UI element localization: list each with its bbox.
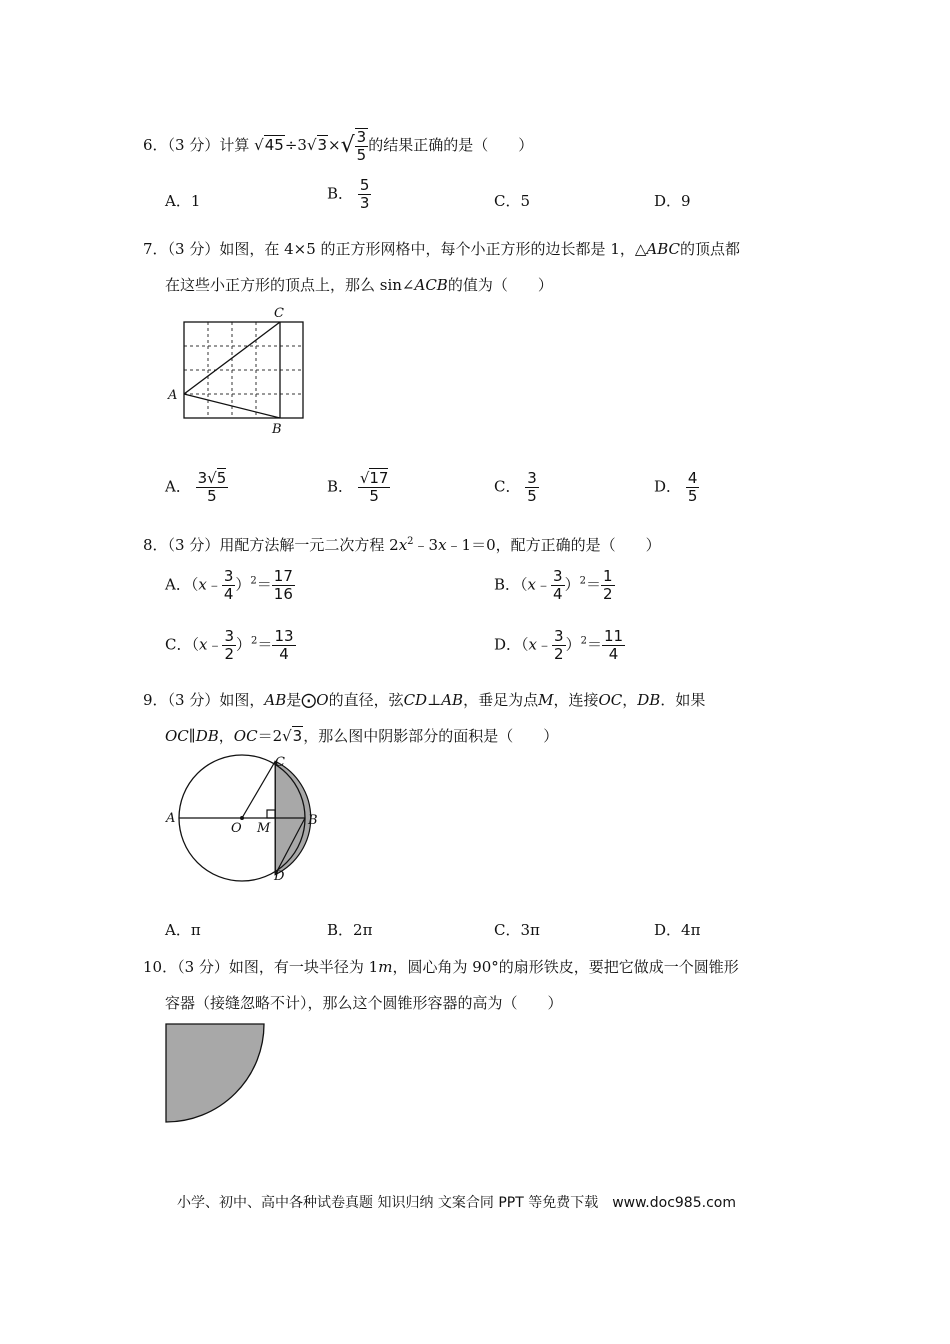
q8-stem: 8．（3 分）用配方法解一元二次方程 $2x^2﹣3x﹣1=0$，配方正确的是（ ）	[143, 536, 661, 554]
q7-grid-figure	[160, 300, 320, 440]
q6-divide: ÷3	[284, 136, 307, 154]
label-o: O	[231, 821, 242, 836]
q9-circle-figure	[160, 748, 330, 888]
sqrt-3: √3	[306, 136, 328, 154]
q6-score: （3 分）	[167, 136, 220, 154]
label-a: A	[166, 811, 176, 826]
q10-stem-line1: 10．（3 分）如图，有一块半径为 1m，圆心角为 90°的扇形铁皮，要把它做成一个圆锥形	[143, 958, 739, 976]
q6-fraction: $\frac{3}{5}$	[356, 128, 367, 164]
label-c: C	[275, 755, 285, 770]
q6-text-post: 的结果正确的是（ ）	[368, 136, 534, 154]
label-a: A	[168, 388, 178, 403]
q7-stem-line2: 在这些小正方形的顶点上，那么 sin∠ACB的值为（ ）	[165, 276, 553, 294]
q10-sector-figure	[160, 1018, 275, 1128]
q9-option-b: B．2π	[327, 921, 373, 939]
q6-option-b: B． $\frac{5}{3}$	[327, 176, 370, 212]
q7-option-c: C． $\frac{3}{5}$	[494, 469, 537, 505]
sqrt-frac: √	[340, 133, 355, 158]
sqrt-45: √45	[254, 136, 284, 154]
q7-option-d: D． $\frac{4}{5}$	[654, 469, 698, 505]
q6-option-d: D．9	[654, 192, 691, 210]
q6-stem	[143, 128, 533, 164]
q8-option-d: D．（x﹣ $\frac{3}{2}$ ）$^2$＝ $\frac{11}{4}$	[494, 627, 624, 663]
page-footer: 小学、初中、高中各种试卷真题 知识归纳 文案合同 PPT 等免费下载 www.doc985.com	[177, 1195, 736, 1211]
q8-option-b: B．（x﹣ $\frac{3}{4}$ ）$^2$＝ $\frac{1}{2}$	[494, 567, 613, 603]
q6-option-c: C．5	[494, 192, 531, 210]
q9-stem-line1: 9．（3 分）如图，AB是⨀O的直径，弦CD⊥AB，垂足为点M，连接OC，DB．如果	[143, 691, 706, 709]
q7-option-b: B． $\frac{√17}{5}$	[327, 469, 389, 505]
q6-times: ×	[328, 136, 341, 154]
label-d: D	[274, 869, 285, 884]
q8-option-c: C．（x﹣ $\frac{3}{2}$ ）$^2$＝ $\frac{13}{4}$	[165, 627, 294, 663]
q7-option-a: A． $\frac{3√5}{5}$	[165, 469, 227, 505]
label-c: C	[274, 306, 284, 321]
label-m: M	[257, 821, 271, 836]
q6-number: 6．	[143, 136, 168, 154]
q9-option-d: D．4π	[654, 921, 701, 939]
label-b: B	[308, 813, 318, 828]
q6-text: 计算	[219, 136, 250, 154]
q9-option-c: C．3π	[494, 921, 540, 939]
q10-stem-line2: 容器（接缝忽略不计），那么这个圆锥形容器的高为（ ）	[165, 994, 563, 1012]
q7-stem-line1: 7．（3 分）如图，在 4×5 的正方形网格中，每个小正方形的边长都是 1，△ABC的顶点都	[143, 240, 741, 258]
label-b: B	[272, 422, 282, 437]
q8-option-a: A．（x﹣ $\frac{3}{4}$ ）$^2$＝ $\frac{17}{16}$	[165, 567, 293, 603]
q6-option-a: A．1	[165, 192, 201, 210]
q9-stem-line2: OC∥DB，OC＝2√3，那么图中阴影部分的面积是（ ）	[165, 727, 559, 745]
q9-option-a: A．π	[165, 921, 201, 939]
